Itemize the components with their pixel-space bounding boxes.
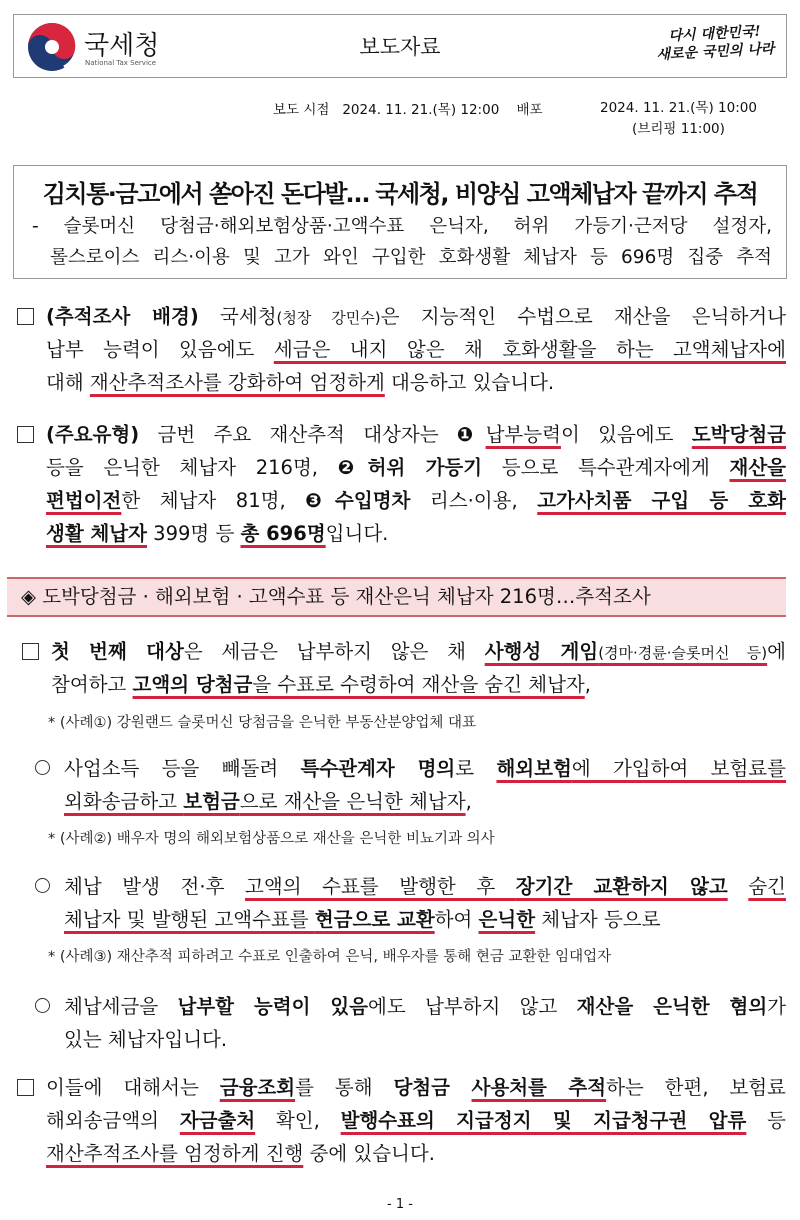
distribution-time: 2024. 11. 21.(목) 10:00 — [600, 100, 757, 116]
text-line — [22, 668, 786, 701]
underlined-text: 재산추적조사를 엄정하게 진행 — [46, 1142, 304, 1165]
text-line — [17, 517, 786, 550]
text-segment: 가 — [767, 995, 787, 1018]
section-heading: ◈ 도박당첨금 · 해외보험 · 고액수표 등 재산은닉 체납자 216명…추적조사 — [7, 577, 786, 617]
text-line — [17, 1071, 786, 1104]
text-segment: 등을 은닉한 체납자 216명, — [46, 456, 338, 479]
underlined-text: 장기간 교환하지 않고 — [515, 875, 728, 898]
briefing-time: (브리핑 11:00) — [632, 121, 725, 137]
org-name: 국세청 — [84, 31, 160, 61]
text-line — [35, 752, 786, 785]
case-example-note: * (사례②) 배우자 명의 해외보험상품으로 재산을 은닉한 비뇨기과 의사 — [48, 831, 495, 847]
bold-text: (주요유형) — [46, 423, 140, 446]
underlined-text: 체납자 및 발행된 고액수표를 — [64, 908, 315, 931]
text-segment: 국세청 — [198, 305, 277, 328]
document-type: 보도자료 — [359, 35, 441, 59]
text-segment: , — [465, 790, 472, 813]
underlined-text: 고가사치품 구입 등 호화 — [537, 489, 786, 512]
underlined-text: 은닉한 — [478, 908, 536, 931]
text-segment: 확인, — [255, 1109, 341, 1132]
underlined-text: 금융조회 — [219, 1076, 296, 1099]
checkbox-bullet-icon — [17, 426, 34, 443]
text-segment: 등으로 특수관계자에게 — [482, 456, 730, 479]
circle-bullet-icon — [35, 998, 50, 1013]
checkbox-bullet-icon — [17, 1079, 34, 1096]
text-segment: 은 지능적인 수법으로 재산을 은닉하거나 — [380, 305, 786, 328]
bold-text: (추적조사 배경) — [46, 305, 199, 328]
checkbox-bullet-icon — [17, 308, 34, 325]
bullet-paragraph — [17, 418, 786, 550]
underlined-text: 으로 재산을 은닉한 체납자 — [239, 790, 466, 813]
distribution-label: 배포 — [516, 102, 543, 118]
text-line — [17, 300, 786, 333]
underlined-text: 고액의 당첨금 — [132, 673, 253, 696]
text-segment — [728, 875, 749, 898]
underlined-text: 숨긴 — [748, 875, 786, 898]
headline-box — [13, 165, 787, 279]
text-segment: 해외송금액의 — [46, 1109, 180, 1132]
underlined-text: 고액의 수표를 발행한 후 — [245, 875, 516, 898]
text-segment: 납부 능력이 있음에도 — [46, 338, 274, 361]
bullet-paragraph — [17, 1071, 786, 1170]
text-segment: 이 있음에도 — [560, 423, 692, 446]
underlined-text: 도박당첨금 — [691, 423, 786, 446]
text-segment: , — [584, 673, 591, 696]
text-segment: 중에 있습니다. — [303, 1142, 435, 1165]
underlined-text: 납부능력 — [485, 423, 561, 446]
bold-text: ❷허위 가등기 — [337, 456, 483, 479]
page-number: - 1 - — [387, 1197, 413, 1212]
text-line — [17, 1137, 786, 1170]
text-segment: 체납세금을 — [64, 995, 178, 1018]
text-segment: 입니다. — [325, 522, 389, 545]
sub-bullet-paragraph — [35, 870, 786, 936]
headline-subtitle-line: 롤스로이스 리스·이용 및 고가 와인 구입한 호화생활 체납자 등 696명 집중 추적 — [50, 247, 772, 268]
bold-text: ❶ — [456, 423, 486, 446]
text-segment: 하는 한편, 보험료 — [606, 1076, 786, 1099]
underlined-text: 자금출처 — [179, 1109, 256, 1132]
text-segment: 사업소득 등을 빼돌려 — [64, 757, 301, 780]
text-line — [17, 484, 786, 517]
text-segment: 한 체납자 81명, — [121, 489, 306, 512]
bold-text: 당첨금 — [393, 1076, 472, 1099]
text-segment: 은 세금은 납부하지 않은 채 — [183, 640, 485, 663]
sub-bullet-paragraph — [35, 752, 786, 818]
underlined-text: 보험금 — [183, 790, 240, 813]
underlined-text: 사용처를 추적 — [471, 1076, 607, 1099]
underlined-text: (경마·경륜·슬롯머신 등) — [598, 644, 768, 662]
underlined-text: 세금은 내지 않은 채 호화생활을 하는 고액체납자에 — [273, 338, 786, 361]
text-segment: 399명 등 — [146, 522, 241, 545]
text-line — [17, 451, 786, 484]
bullet-paragraph — [22, 635, 786, 701]
sub-bullet-paragraph — [35, 990, 786, 1056]
bold-text: 재산을 은닉한 혐의 — [576, 995, 768, 1018]
bullet-paragraph — [17, 300, 786, 399]
checkbox-bullet-icon — [22, 643, 39, 660]
text-segment: (청장 강민수) — [276, 309, 381, 327]
text-segment: 로 — [455, 757, 497, 780]
embargo-label: 보도 시점 — [273, 102, 330, 118]
org-name-english: National Tax Service — [85, 59, 157, 67]
text-line — [35, 785, 786, 818]
headline-subtitle-line: - 슬롯머신 당첨금·해외보험상품·고액수표 은닉자, 허위 가등기·근저당 설정자, — [32, 216, 772, 237]
underlined-text: 생활 체납자 — [46, 522, 147, 545]
text-segment: 이들에 대해서는 — [46, 1076, 220, 1099]
text-segment: 체납자 등으로 — [535, 908, 661, 931]
case-example-note: * (사례③) 재산추적 피하려고 수표로 인출하여 은닉, 배우자를 통해 현금 교환한 임대업자 — [48, 949, 612, 965]
text-segment: 대해 — [46, 371, 90, 394]
text-segment: 를 통해 — [295, 1076, 394, 1099]
underlined-text: 재산추적조사를 강화하여 엄정하게 — [89, 371, 385, 394]
slogan — [655, 22, 775, 64]
text-line — [35, 903, 786, 936]
letterhead — [13, 14, 787, 78]
text-line — [35, 990, 786, 1023]
bold-text: 첫 번째 대상 — [51, 640, 184, 663]
text-segment: 대응하고 있습니다. — [384, 371, 555, 394]
underlined-text: 재산을 — [729, 456, 787, 479]
text-segment: 등 — [746, 1109, 786, 1132]
underlined-text: 현금으로 교환 — [314, 908, 435, 931]
text-line — [17, 333, 786, 366]
text-segment: 에 — [767, 640, 786, 663]
underlined-text: 을 수표로 수령하여 재산을 숨긴 체납자 — [252, 673, 585, 696]
case-example-note: * (사례①) 강원랜드 슬롯머신 당첨금을 은닉한 부동산분양업체 대표 — [48, 715, 477, 731]
underlined-text: 해외보험 — [496, 757, 572, 780]
underlined-text: 총 696명 — [240, 522, 326, 545]
underlined-text: 사행성 게임 — [484, 640, 599, 663]
underlined-text: 편법이전 — [46, 489, 122, 512]
text-line — [22, 635, 786, 668]
embargo-info — [273, 98, 543, 118]
underlined-text: 발행수표의 지급정지 및 지급청구권 압류 — [340, 1109, 747, 1132]
distribution-info — [600, 98, 757, 140]
text-segment: 참여하고 — [51, 673, 133, 696]
embargo-time: 2024. 11. 21.(목) 12:00 — [342, 102, 500, 118]
text-segment: 리스·이용, — [410, 489, 538, 512]
text-segment: 에도 납부하지 않고 — [368, 995, 577, 1018]
text-line — [17, 1104, 786, 1137]
circle-bullet-icon — [35, 878, 50, 893]
underlined-text: 외화송금하고 — [64, 790, 184, 813]
text-segment: 금번 주요 재산추적 대상자는 — [139, 423, 457, 446]
text-line — [35, 870, 786, 903]
text-segment: 체납 발생 전·후 — [64, 875, 246, 898]
headline-title: 김치통·금고에서 쏟아진 돈다발… 국세청, 비양심 고액체납자 끝까지 추적 — [42, 180, 758, 208]
text-line — [35, 1023, 786, 1056]
bold-text: ❸수입명차 — [305, 489, 411, 512]
bold-text: 납부할 능력이 있음 — [177, 995, 369, 1018]
circle-bullet-icon — [35, 760, 50, 775]
slogan-line: 다시 대한민국! — [668, 23, 761, 45]
slogan-line: 새로운 국민의 나라 — [656, 40, 775, 64]
text-segment: 있는 체납자입니다. — [64, 1028, 228, 1051]
text-line — [17, 366, 786, 399]
underlined-text: 에 가입하여 보험료를 — [571, 757, 786, 780]
text-segment: 하여 — [434, 908, 479, 931]
text-line — [17, 418, 786, 451]
bold-text: 특수관계자 명의 — [300, 757, 456, 780]
